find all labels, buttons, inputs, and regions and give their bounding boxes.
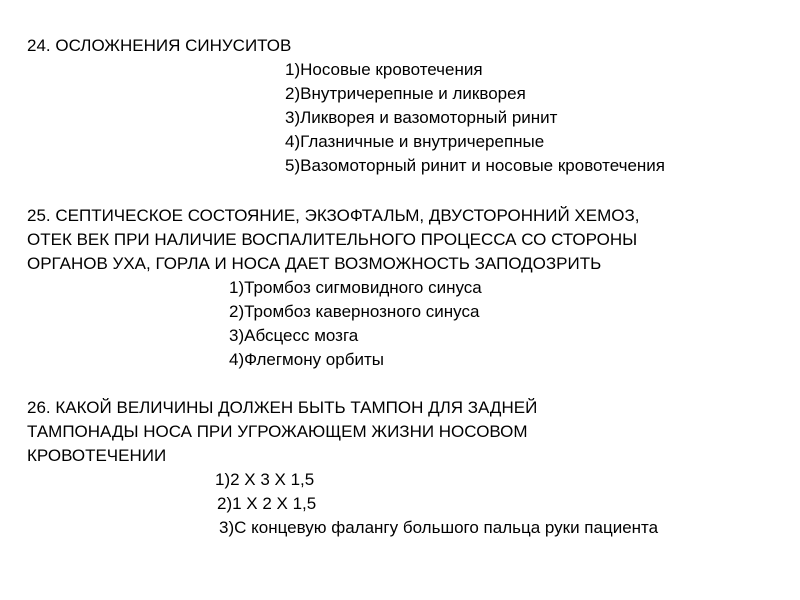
question-26-heading-line-3: КРОВОТЕЧЕНИИ [27,446,167,465]
question-25-option-2: 2)Тромбоз кавернозного синуса [229,302,480,321]
question-26-heading-line-1: 26. КАКОЙ ВЕЛИЧИНЫ ДОЛЖЕН БЫТЬ ТАМПОН ДЛЯ ЗАДНЕЙ [27,398,538,417]
question-25-heading-line-3: ОРГАНОВ УХА, ГОРЛА И НОСА ДАЕТ ВОЗМОЖНОСТЬ ЗАПОДОЗРИТЬ [27,254,602,273]
question-25-heading-line-1: 25. СЕПТИЧЕСКОЕ СОСТОЯНИЕ, ЭКЗОФТАЛЬМ, ДВУСТОРОННИЙ ХЕМОЗ, [27,206,640,225]
question-24-option-4: 4)Глазничные и внутричерепные [285,132,545,151]
question-26-option-2: 2)1 X 2 X 1,5 [217,494,317,513]
question-25-option-3: 3)Абсцесс мозга [229,326,359,345]
question-26-option-1: 1)2 X 3 X 1,5 [215,470,315,489]
question-25-option-4: 4)Флегмону орбиты [229,350,384,369]
question-24-option-5: 5)Вазомоторный ринит и носовые кровотечения [285,156,666,175]
question-26-option-3: 3)С концевую фалангу большого пальца руки пациента [219,518,659,537]
question-24-option-2: 2)Внутричерепные и ликворея [285,84,526,103]
question-26-heading-line-2: ТАМПОНАДЫ НОСА ПРИ УГРОЖАЮЩЕМ ЖИЗНИ НОСОВОМ [27,422,528,441]
question-24-option-1: 1)Носовые кровотечения [285,60,483,79]
question-24-option-3: 3)Ликворея и вазомоторный ринит [285,108,558,127]
question-25-heading-line-2: ОТЕК ВЕК ПРИ НАЛИЧИЕ ВОСПАЛИТЕЛЬНОГО ПРОЦЕССА СО СТОРОНЫ [27,230,638,249]
question-24-heading: 24. ОСЛОЖНЕНИЯ СИНУСИТОВ [27,36,292,55]
question-25-option-1: 1)Тромбоз сигмовидного синуса [229,278,482,297]
